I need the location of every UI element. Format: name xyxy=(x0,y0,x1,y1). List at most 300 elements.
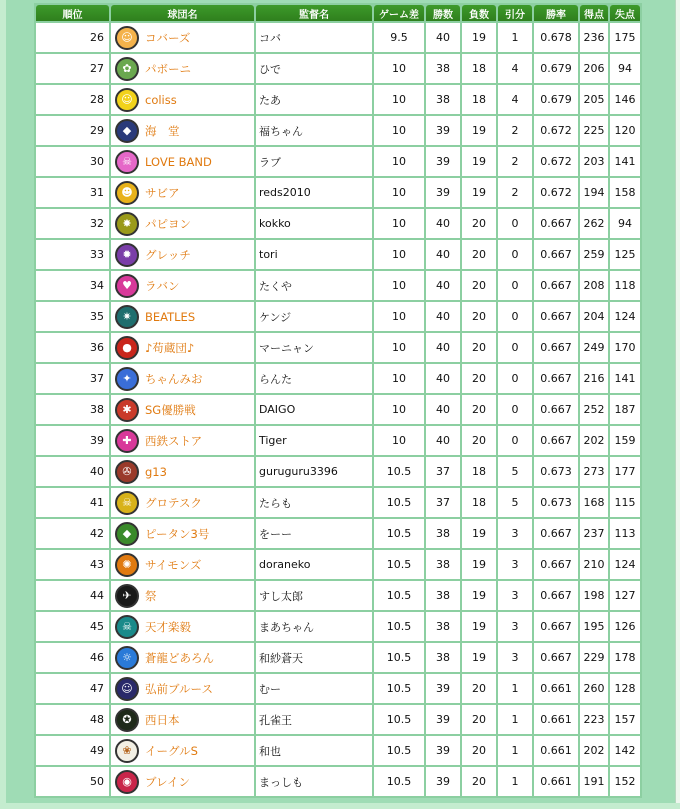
games-behind-cell: 10 xyxy=(374,302,424,331)
ties-cell: 3 xyxy=(498,550,532,579)
win-pct-cell: 0.667 xyxy=(534,364,578,393)
losses-cell: 18 xyxy=(462,488,496,517)
team-link[interactable] xyxy=(115,181,254,205)
skull-icon: ☠ xyxy=(115,150,139,174)
table-row xyxy=(36,364,640,393)
win-pct-cell: 0.678 xyxy=(534,23,578,52)
wins-cell: 39 xyxy=(426,674,460,703)
gear-icon: ✷ xyxy=(115,305,139,329)
team-name[interactable]: g13 xyxy=(145,464,167,479)
rank-cell: 30 xyxy=(36,147,109,176)
runs-allowed-cell: 177 xyxy=(610,457,640,486)
losses-cell: 20 xyxy=(462,395,496,424)
rank-cell: 46 xyxy=(36,643,109,672)
ties-cell: 3 xyxy=(498,612,532,641)
wins-cell: 38 xyxy=(426,519,460,548)
manager-cell: まあちゃん xyxy=(256,612,372,641)
runs-allowed-cell: 142 xyxy=(610,736,640,765)
team-link[interactable] xyxy=(115,553,254,577)
wins-cell: 38 xyxy=(426,54,460,83)
runs-allowed-cell: 170 xyxy=(610,333,640,362)
rank-cell: 45 xyxy=(36,612,109,641)
team-cell[interactable] xyxy=(111,674,254,703)
table-row xyxy=(36,333,640,362)
runs-allowed-cell: 113 xyxy=(610,519,640,548)
team-cell[interactable] xyxy=(111,643,254,672)
team-link[interactable] xyxy=(115,367,254,391)
ties-cell: 0 xyxy=(498,271,532,300)
manager-cell: tori xyxy=(256,240,372,269)
wins-cell: 40 xyxy=(426,426,460,455)
table-row xyxy=(36,271,640,300)
header-games-behind: ゲーム差 xyxy=(374,5,424,21)
runs-scored-cell: 195 xyxy=(580,612,608,641)
window-left-edge xyxy=(0,0,6,809)
rank-cell: 47 xyxy=(36,674,109,703)
header-runs-allowed: 失点 xyxy=(610,5,640,21)
win-pct-cell: 0.679 xyxy=(534,85,578,114)
manager-cell: guruguru3396 xyxy=(256,457,372,486)
runs-allowed-cell: 157 xyxy=(610,705,640,734)
wins-cell: 40 xyxy=(426,23,460,52)
rank-cell: 41 xyxy=(36,488,109,517)
runs-allowed-cell: 126 xyxy=(610,612,640,641)
heart-icon: ♥ xyxy=(115,274,139,298)
wins-cell: 39 xyxy=(426,767,460,796)
win-pct-cell: 0.667 xyxy=(534,581,578,610)
team-cell[interactable] xyxy=(111,116,254,145)
games-behind-cell: 10 xyxy=(374,240,424,269)
games-behind-cell: 10.5 xyxy=(374,674,424,703)
team-cell[interactable] xyxy=(111,54,254,83)
runs-allowed-cell: 152 xyxy=(610,767,640,796)
win-pct-cell: 0.667 xyxy=(534,302,578,331)
games-behind-cell: 10 xyxy=(374,364,424,393)
table-row xyxy=(36,736,640,765)
runs-scored-cell: 225 xyxy=(580,116,608,145)
team-cell[interactable] xyxy=(111,209,254,238)
team-name[interactable]: ちゃんみお xyxy=(145,371,203,386)
ties-cell: 2 xyxy=(498,116,532,145)
team-link[interactable] xyxy=(115,491,254,515)
wins-cell: 38 xyxy=(426,581,460,610)
runs-allowed-cell: 175 xyxy=(610,23,640,52)
runner-icon: ✈ xyxy=(115,584,139,608)
runs-scored-cell: 249 xyxy=(580,333,608,362)
diamond-icon: ◆ xyxy=(115,119,139,143)
rank-cell: 28 xyxy=(36,85,109,114)
wins-cell: 40 xyxy=(426,395,460,424)
runs-allowed-cell: 178 xyxy=(610,643,640,672)
team-cell[interactable] xyxy=(111,488,254,517)
ties-cell: 4 xyxy=(498,54,532,83)
runs-scored-cell: 236 xyxy=(580,23,608,52)
team-name[interactable]: パピヨン xyxy=(145,216,191,231)
wins-cell: 40 xyxy=(426,364,460,393)
win-pct-cell: 0.661 xyxy=(534,767,578,796)
team-link[interactable] xyxy=(115,57,254,81)
manager-cell: doraneko xyxy=(256,550,372,579)
rank-cell: 42 xyxy=(36,519,109,548)
runs-allowed-cell: 115 xyxy=(610,488,640,517)
header-row xyxy=(36,5,640,21)
manager-cell: コバ xyxy=(256,23,372,52)
losses-cell: 20 xyxy=(462,271,496,300)
table-row xyxy=(36,550,640,579)
table-row xyxy=(36,54,640,83)
manager-cell: マーニャン xyxy=(256,333,372,362)
runs-scored-cell: 168 xyxy=(580,488,608,517)
wins-cell: 38 xyxy=(426,643,460,672)
win-pct-cell: 0.667 xyxy=(534,240,578,269)
wins-cell: 37 xyxy=(426,488,460,517)
table-row xyxy=(36,395,640,424)
team-cell[interactable] xyxy=(111,736,254,765)
losses-cell: 19 xyxy=(462,178,496,207)
team-name[interactable]: サビア xyxy=(145,185,180,200)
star-burst-icon: ✹ xyxy=(115,243,139,267)
runs-allowed-cell: 120 xyxy=(610,116,640,145)
ties-cell: 1 xyxy=(498,736,532,765)
team-link[interactable] xyxy=(115,274,254,298)
runs-scored-cell: 259 xyxy=(580,240,608,269)
games-behind-cell: 10 xyxy=(374,333,424,362)
team-link[interactable] xyxy=(115,26,254,50)
table-row xyxy=(36,457,640,486)
team-cell[interactable] xyxy=(111,271,254,300)
runs-allowed-cell: 94 xyxy=(610,54,640,83)
skull-icon: ☠ xyxy=(115,615,139,639)
rank-cell: 26 xyxy=(36,23,109,52)
runs-scored-cell: 198 xyxy=(580,581,608,610)
team-link[interactable] xyxy=(115,150,254,174)
team-cell[interactable] xyxy=(111,147,254,176)
win-pct-cell: 0.673 xyxy=(534,488,578,517)
team-link[interactable] xyxy=(115,336,254,360)
runs-scored-cell: 216 xyxy=(580,364,608,393)
runs-scored-cell: 191 xyxy=(580,767,608,796)
team-name[interactable]: 西日本 xyxy=(145,712,180,727)
table-row xyxy=(36,488,640,517)
table-row xyxy=(36,643,640,672)
win-pct-cell: 0.667 xyxy=(534,209,578,238)
rank-cell: 44 xyxy=(36,581,109,610)
wins-cell: 39 xyxy=(426,736,460,765)
wheel-icon: ✇ xyxy=(115,460,139,484)
team-link[interactable] xyxy=(115,212,254,236)
wins-cell: 38 xyxy=(426,612,460,641)
team-name[interactable]: 天才楽毅 xyxy=(145,619,191,634)
losses-cell: 18 xyxy=(462,457,496,486)
team-name[interactable]: ブレイン xyxy=(145,774,190,789)
team-cell[interactable] xyxy=(111,240,254,269)
win-pct-cell: 0.667 xyxy=(534,395,578,424)
team-cell[interactable] xyxy=(111,705,254,734)
ties-cell: 1 xyxy=(498,23,532,52)
ties-cell: 1 xyxy=(498,767,532,796)
team-cell[interactable] xyxy=(111,612,254,641)
team-link[interactable] xyxy=(115,615,254,639)
losses-cell: 19 xyxy=(462,116,496,145)
header-runs-scored: 得点 xyxy=(580,5,608,21)
team-cell[interactable] xyxy=(111,767,254,796)
runs-allowed-cell: 187 xyxy=(610,395,640,424)
manager-cell: むー xyxy=(256,674,372,703)
losses-cell: 20 xyxy=(462,302,496,331)
smiley-icon: ☺ xyxy=(115,88,139,112)
team-name[interactable]: ピータン3号 xyxy=(145,526,210,541)
win-pct-cell: 0.667 xyxy=(534,271,578,300)
runs-scored-cell: 208 xyxy=(580,271,608,300)
team-link[interactable] xyxy=(115,305,254,329)
team-name[interactable]: LOVE BAND xyxy=(145,154,212,169)
ties-cell: 0 xyxy=(498,364,532,393)
ties-cell: 3 xyxy=(498,519,532,548)
team-name[interactable]: ♪苟蔵団♪ xyxy=(145,340,195,355)
team-name[interactable]: サイモンズ xyxy=(145,557,202,572)
win-pct-cell: 0.661 xyxy=(534,705,578,734)
team-link[interactable] xyxy=(115,243,254,267)
table-row xyxy=(36,23,640,52)
table-row xyxy=(36,674,640,703)
games-behind-cell: 10 xyxy=(374,271,424,300)
team-cell[interactable] xyxy=(111,85,254,114)
losses-cell: 19 xyxy=(462,23,496,52)
runs-scored-cell: 202 xyxy=(580,736,608,765)
losses-cell: 18 xyxy=(462,85,496,114)
team-name[interactable]: イーグルS xyxy=(145,743,198,758)
bow-icon: ✚ xyxy=(115,429,139,453)
header-manager: 監督名 xyxy=(256,5,372,21)
window-bottom-edge xyxy=(0,803,680,809)
table-body xyxy=(36,23,640,796)
team-cell[interactable] xyxy=(111,426,254,455)
ties-cell: 0 xyxy=(498,302,532,331)
win-pct-cell: 0.667 xyxy=(534,426,578,455)
ties-cell: 1 xyxy=(498,674,532,703)
team-cell[interactable] xyxy=(111,457,254,486)
losses-cell: 19 xyxy=(462,643,496,672)
team-link[interactable] xyxy=(115,677,254,701)
runs-scored-cell: 223 xyxy=(580,705,608,734)
losses-cell: 20 xyxy=(462,674,496,703)
runs-allowed-cell: 128 xyxy=(610,674,640,703)
team-cell[interactable] xyxy=(111,581,254,610)
games-behind-cell: 10 xyxy=(374,116,424,145)
compass-icon: ✦ xyxy=(115,367,139,391)
table-row xyxy=(36,209,640,238)
ties-cell: 3 xyxy=(498,643,532,672)
win-pct-cell: 0.672 xyxy=(534,147,578,176)
runs-scored-cell: 262 xyxy=(580,209,608,238)
skull-icon: ☠ xyxy=(115,491,139,515)
team-name[interactable]: 蒼龍どあろん xyxy=(145,650,214,665)
runs-scored-cell: 210 xyxy=(580,550,608,579)
sun-face-icon: ☺ xyxy=(115,26,139,50)
manager-cell: をーー xyxy=(256,519,372,548)
ties-cell: 2 xyxy=(498,147,532,176)
runs-allowed-cell: 125 xyxy=(610,240,640,269)
team-name[interactable]: 海 堂 xyxy=(145,123,180,138)
team-name[interactable]: パボーニ xyxy=(145,61,191,76)
manager-cell: ラブ xyxy=(256,147,372,176)
manager-cell: ケンジ xyxy=(256,302,372,331)
ties-cell: 5 xyxy=(498,488,532,517)
rank-cell: 27 xyxy=(36,54,109,83)
games-behind-cell: 10 xyxy=(374,147,424,176)
team-link[interactable] xyxy=(115,429,254,453)
rank-cell: 49 xyxy=(36,736,109,765)
table-row xyxy=(36,426,640,455)
star-burst-icon: ✸ xyxy=(115,212,139,236)
team-name[interactable]: 祭 xyxy=(145,588,157,603)
team-cell[interactable] xyxy=(111,395,254,424)
team-name[interactable]: SG優勝戦 xyxy=(145,402,196,417)
team-name[interactable]: coliss xyxy=(145,92,177,107)
team-cell[interactable] xyxy=(111,333,254,362)
team-link[interactable] xyxy=(115,708,254,732)
crab-icon: ✱ xyxy=(115,398,139,422)
team-cell[interactable] xyxy=(111,23,254,52)
rank-cell: 36 xyxy=(36,333,109,362)
rank-cell: 43 xyxy=(36,550,109,579)
header-team: 球団名 xyxy=(111,5,254,21)
standings-table xyxy=(34,3,642,798)
games-behind-cell: 10 xyxy=(374,426,424,455)
team-link[interactable] xyxy=(115,398,254,422)
wins-cell: 40 xyxy=(426,209,460,238)
runs-allowed-cell: 94 xyxy=(610,209,640,238)
ties-cell: 1 xyxy=(498,705,532,734)
wins-cell: 39 xyxy=(426,116,460,145)
team-link[interactable] xyxy=(115,119,254,143)
manager-cell: ひで xyxy=(256,54,372,83)
rank-cell: 29 xyxy=(36,116,109,145)
win-pct-cell: 0.667 xyxy=(534,519,578,548)
team-link[interactable] xyxy=(115,522,254,546)
team-name[interactable]: コバーズ xyxy=(145,30,191,45)
win-pct-cell: 0.667 xyxy=(534,612,578,641)
team-cell[interactable] xyxy=(111,364,254,393)
manager-cell: すし太郎 xyxy=(256,581,372,610)
team-link[interactable] xyxy=(115,770,254,794)
ties-cell: 4 xyxy=(498,85,532,114)
runs-allowed-cell: 118 xyxy=(610,271,640,300)
table-row xyxy=(36,302,640,331)
table-row xyxy=(36,581,640,610)
team-name[interactable]: BEATLES xyxy=(145,309,196,324)
wins-cell: 39 xyxy=(426,178,460,207)
wins-cell: 40 xyxy=(426,240,460,269)
win-pct-cell: 0.673 xyxy=(534,457,578,486)
window-scrollbar-track[interactable] xyxy=(675,0,680,809)
runs-scored-cell: 252 xyxy=(580,395,608,424)
games-behind-cell: 10.5 xyxy=(374,457,424,486)
runs-allowed-cell: 159 xyxy=(610,426,640,455)
manager-cell: 福ちゃん xyxy=(256,116,372,145)
table-header xyxy=(36,5,640,21)
team-name[interactable]: ラバン xyxy=(145,278,180,293)
losses-cell: 20 xyxy=(462,333,496,362)
games-behind-cell: 10.5 xyxy=(374,705,424,734)
losses-cell: 20 xyxy=(462,767,496,796)
team-name[interactable]: 弘前ブルース xyxy=(145,681,213,696)
table-row xyxy=(36,705,640,734)
table-row xyxy=(36,240,640,269)
ball-icon: ◉ xyxy=(115,770,139,794)
team-name[interactable]: グレッチ xyxy=(145,247,191,262)
team-cell[interactable] xyxy=(111,519,254,548)
team-link[interactable] xyxy=(115,460,254,484)
table-row xyxy=(36,767,640,796)
team-name[interactable]: グロテスク xyxy=(145,495,203,510)
losses-cell: 20 xyxy=(462,240,496,269)
runs-scored-cell: 204 xyxy=(580,302,608,331)
header-rank: 順位 xyxy=(36,5,109,21)
manager-cell: たくや xyxy=(256,271,372,300)
win-pct-cell: 0.672 xyxy=(534,178,578,207)
rank-cell: 40 xyxy=(36,457,109,486)
runs-scored-cell: 237 xyxy=(580,519,608,548)
smile-shield-icon: ☻ xyxy=(115,181,139,205)
team-name[interactable]: 西鉄ストア xyxy=(145,433,203,448)
rank-cell: 37 xyxy=(36,364,109,393)
team-link[interactable] xyxy=(115,88,254,112)
win-pct-cell: 0.667 xyxy=(534,333,578,362)
games-behind-cell: 10 xyxy=(374,54,424,83)
rank-cell: 34 xyxy=(36,271,109,300)
ties-cell: 0 xyxy=(498,333,532,362)
team-cell[interactable] xyxy=(111,550,254,579)
team-link[interactable] xyxy=(115,646,254,670)
devil-icon: ✪ xyxy=(115,708,139,732)
rank-cell: 35 xyxy=(36,302,109,331)
manager-cell: らんた xyxy=(256,364,372,393)
rank-cell: 32 xyxy=(36,209,109,238)
games-behind-cell: 10 xyxy=(374,395,424,424)
team-cell[interactable] xyxy=(111,302,254,331)
manager-cell: 和也 xyxy=(256,736,372,765)
rank-cell: 31 xyxy=(36,178,109,207)
team-cell[interactable] xyxy=(111,178,254,207)
wins-cell: 40 xyxy=(426,302,460,331)
ties-cell: 0 xyxy=(498,395,532,424)
ties-cell: 5 xyxy=(498,457,532,486)
runs-scored-cell: 194 xyxy=(580,178,608,207)
rank-cell: 48 xyxy=(36,705,109,734)
runs-scored-cell: 229 xyxy=(580,643,608,672)
runs-allowed-cell: 124 xyxy=(610,550,640,579)
star-burst-icon: ✺ xyxy=(115,553,139,577)
losses-cell: 18 xyxy=(462,54,496,83)
runs-allowed-cell: 124 xyxy=(610,302,640,331)
manager-cell: reds2010 xyxy=(256,178,372,207)
win-pct-cell: 0.672 xyxy=(534,116,578,145)
win-pct-cell: 0.667 xyxy=(534,643,578,672)
runs-scored-cell: 203 xyxy=(580,147,608,176)
wins-cell: 37 xyxy=(426,457,460,486)
header-wins: 勝数 xyxy=(426,5,460,21)
losses-cell: 20 xyxy=(462,705,496,734)
ties-cell: 0 xyxy=(498,240,532,269)
manager-cell: まっしも xyxy=(256,767,372,796)
table-row xyxy=(36,178,640,207)
team-link[interactable] xyxy=(115,584,254,608)
losses-cell: 20 xyxy=(462,209,496,238)
wins-cell: 39 xyxy=(426,147,460,176)
runs-allowed-cell: 146 xyxy=(610,85,640,114)
team-link[interactable] xyxy=(115,739,254,763)
